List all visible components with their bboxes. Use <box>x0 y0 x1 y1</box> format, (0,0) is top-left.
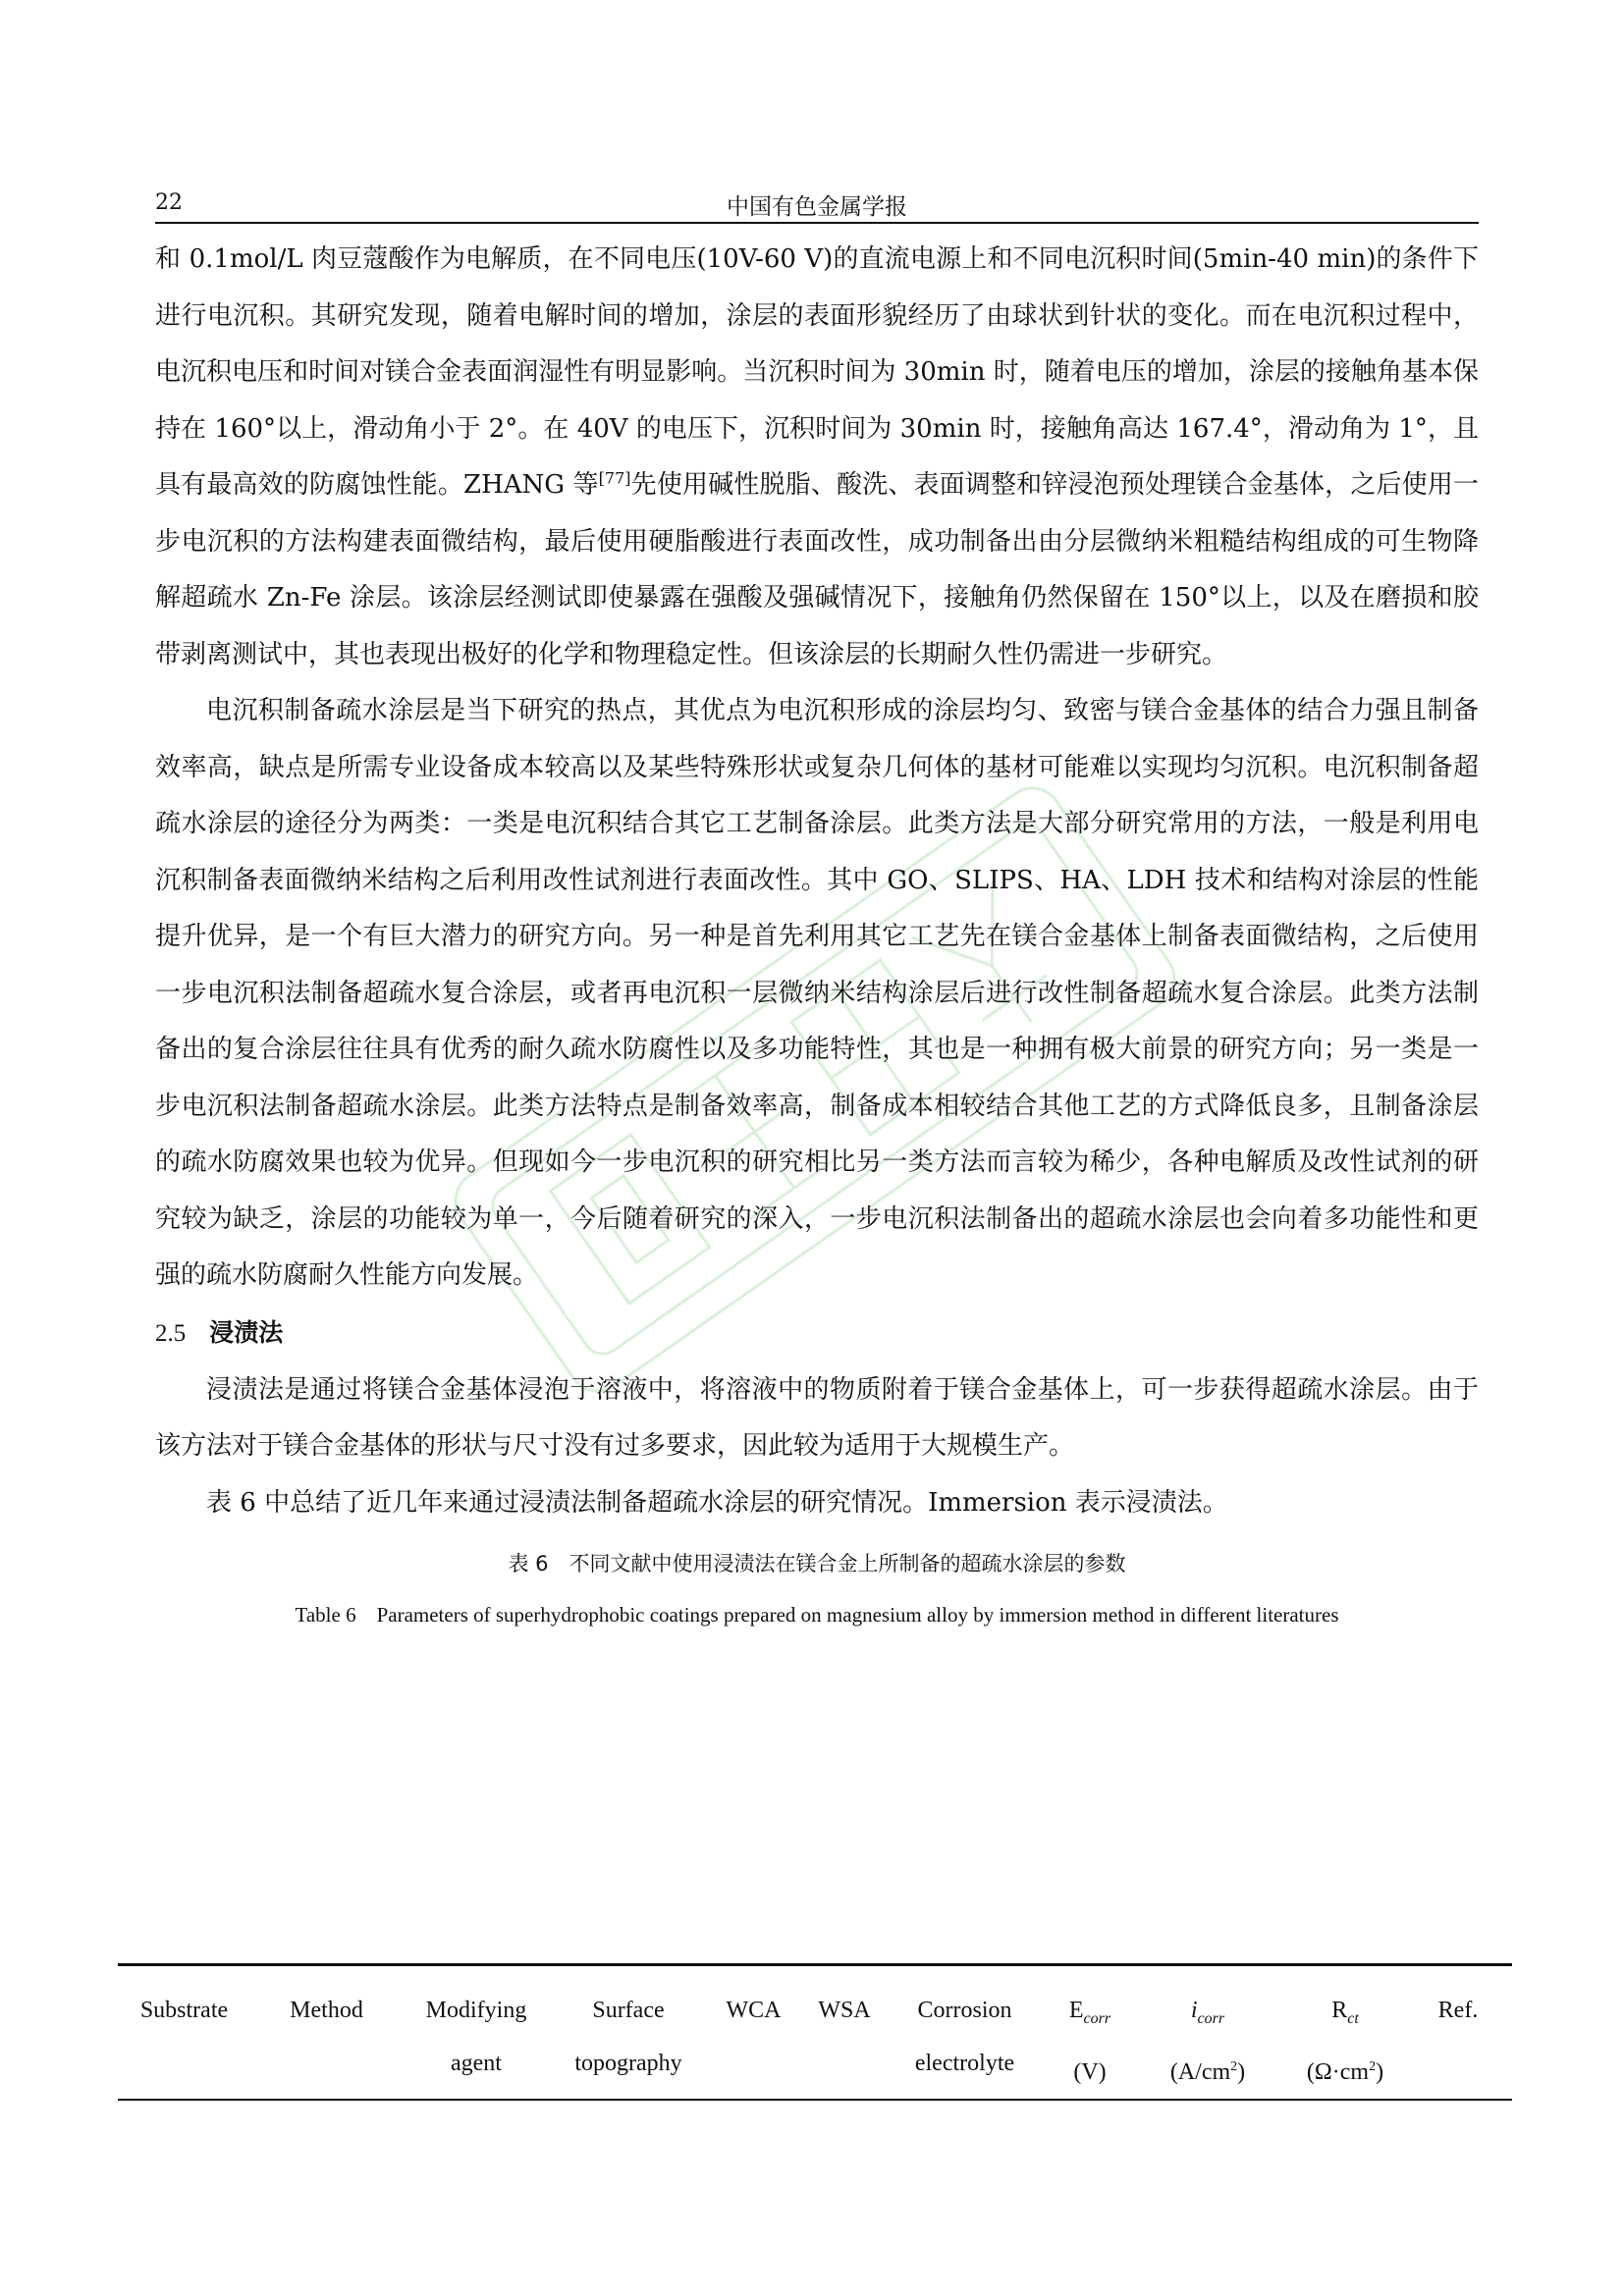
table-caption-en: Table 6 Parameters of superhydrophobic coatings prepared on magnesium alloy by immersion method in different literatures <box>295 1603 1339 1627</box>
col-ecorr: $E_{corr}$ (V) <box>1068 1998 1111 2085</box>
table-caption-cn: 表 6 不同文献中使用浸渍法在镁合金上所制备的超疏水涂层的参数 <box>508 1552 1126 1575</box>
journal-title: 中国有色金属学报 <box>727 194 907 220</box>
page-number: 22 <box>155 190 183 215</box>
col-substrate: Substrate <box>139 1998 229 2023</box>
col-wca: WCA <box>726 1998 782 2023</box>
paragraph-1-continued: 先使用碱性脱脂、酸洗、表面调整和锌浸泡预处理镁合金基体，之后使用一步电沉积的方法构建表面微结构，最后使用硬脂酸进行表面改性，成功制备出由分层微纳米粗糙结构组成的可生物降解超疏水 Zn-Fe 涂层。该涂层经测试即使暴露在强酸及强碱情况下，接触角仍然保留在 150°以上，以及在磨损和胶带剥离测试中，其也表现出极好的化学和物理稳定性。但该涂层的长期耐久性仍需进一步研究。 <box>155 470 1479 669</box>
page-header <box>155 183 1479 222</box>
paragraph-1-text: 和 0.1mol/L 肉豆蔻酸作为电解质，在不同电压(10V-60 V)的直流电源上和不同电沉积时间(5min-40 min)的条件下进行电沉积。其研究发现，随着电解时间的增加，涂层的表面形貌经历了由球状到针状的变化。而在电沉积过程中，电沉积电压和时间对镁合金表面润湿性有明显影响。当沉积时间为 30min 时，随着电压的增加，涂层的接触角基本保持在 160°以上，滑动角小于 2°。在 40V 的电压下，沉积时间为 30min 时，接触角高达 167.4°，滑动角为 1°，且具有最高效的防腐蚀性能。ZHANG 等 <box>155 244 1479 500</box>
paragraph-1 <box>155 232 1479 683</box>
section-heading <box>155 1305 1479 1362</box>
col-icorr: $i_{corr}$ $(A/cm^2)$ <box>1169 1998 1246 2085</box>
article-body <box>155 232 1479 1635</box>
paragraph-4: 表 6 中总结了近几年来通过浸渍法制备超疏水涂层的研究情况。Immersion 表示浸渍法。 <box>206 1487 1228 1518</box>
table-6 <box>118 1963 1512 2101</box>
col-method: Method <box>290 1998 363 2023</box>
paragraph-2: 电沉积制备疏水涂层是当下研究的热点，其优点为电沉积形成的涂层均匀、致密与镁合金基体的结合力强且制备效率高，缺点是所需专业设备成本较高以及某些特殊形状或复杂几何体的基材可能难以实现均匀沉积。电沉积制备超疏水涂层的途径分为两类：一类是电沉积结合其它工艺制备涂层。此类方法是大部分研究常用的方法，一般是利用电沉积制备表面微纳米结构之后利用改性试剂进行表面改性。其中 GO、SLIPS、HA、LDH 技术和结构对涂层的性能提升优异，是一个有巨大潜力的研究方向。另一种是首先利用其它工艺先在镁合金基体上制备表面微结构，之后使用一步电沉积法制备超疏水复合涂层，或者再电沉积一层微纳米结构涂层后进行改性制备超疏水复合涂层。此类方法制备出的复合涂层往往具有优秀的耐久疏水防腐性以及多功能特性，其也是一种拥有极大前景的研究方向；另一类是一步电沉积法制备超疏水涂层。此类方法特点是制备效率高，制备成本相较结合其他工艺的方式降低良多，且制备涂层的疏水防腐效果也较为优异。但现如今一步电沉积的研究相比另一类方法而言较为稀少，各种电解质及改性试剂的研究较为缺乏，涂层的功能较为单一，今后随着研究的深入，一步电沉积法制备出的超疏水涂层也会向着多功能性和更强的疏水防腐耐久性能方向发展。 <box>155 696 1479 1290</box>
citation-77[interactable]: [77] <box>598 468 631 488</box>
section-title: 浸渍法 <box>209 1317 284 1347</box>
col-surface-topography: Surface topography <box>574 1998 682 2076</box>
section-number: 2.5 <box>155 1319 187 1347</box>
paragraph-3: 浸渍法是通过将镁合金基体浸泡于溶液中，将溶液中的物质附着于镁合金基体上，可一步获得超疏水涂层。由于该方法对于镁合金基体的形状与尺寸没有过多要求，因此较为适用于大规模生产。 <box>155 1374 1479 1461</box>
col-ref: Ref. <box>1437 1998 1479 2023</box>
col-corrosion-electrolyte: Corrosion electrolyte <box>914 1998 1015 2076</box>
col-modifying-agent: Modifying agent <box>425 1998 527 2076</box>
table-header-row <box>118 1966 1512 2099</box>
col-wsa: WSA <box>818 1998 871 2023</box>
table-header-rule <box>118 2099 1512 2101</box>
header-rule <box>155 222 1479 224</box>
col-rct: $R_{ct}$ $(\Omega\cdot cm^2)$ <box>1306 1998 1384 2085</box>
